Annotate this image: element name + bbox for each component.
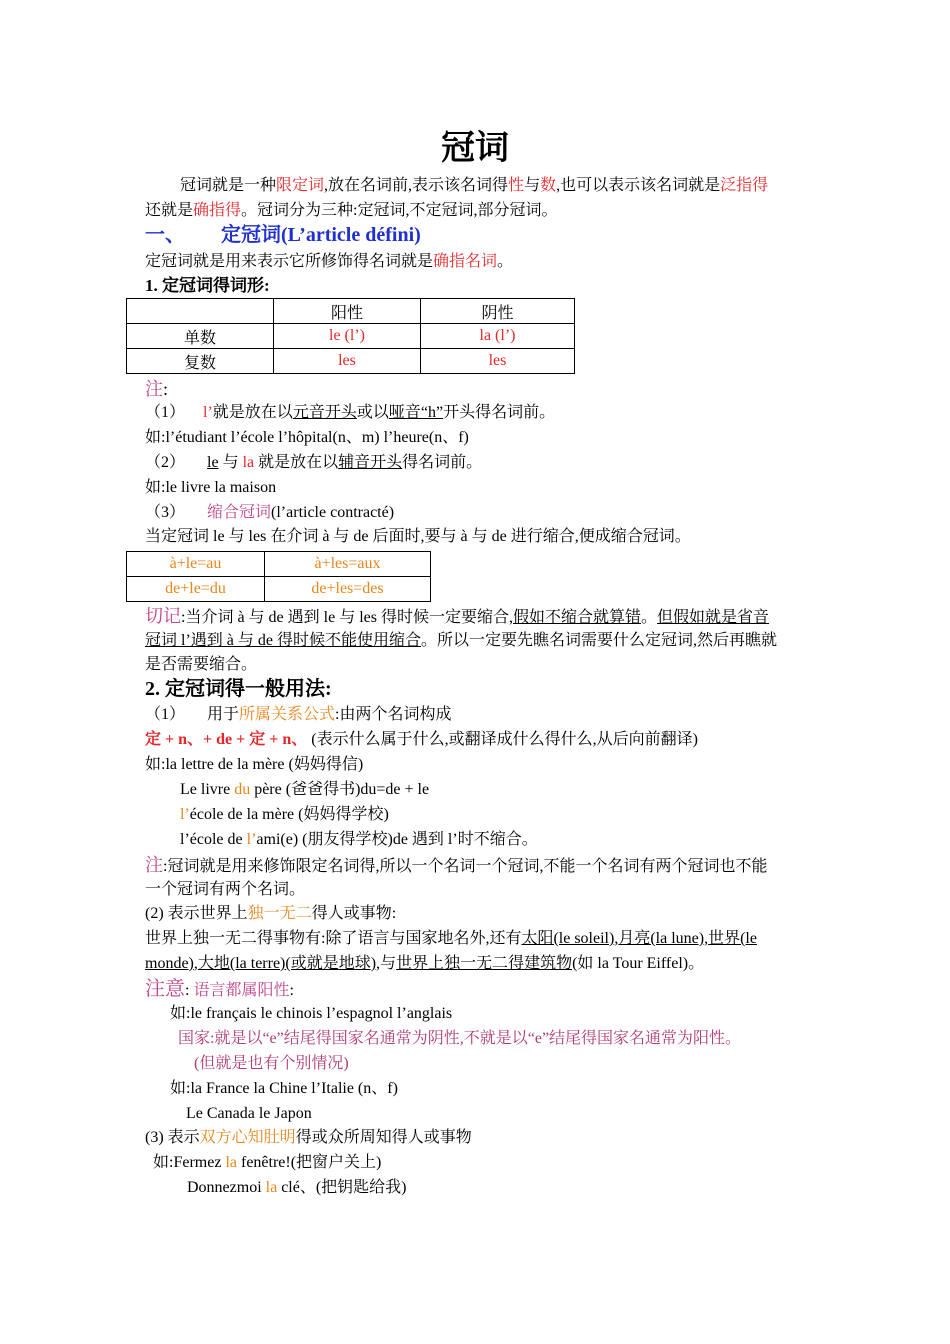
table-row <box>127 552 431 577</box>
subheading-forms: 1. 定冠词得词形: <box>145 276 270 295</box>
table-cell: à+le=au <box>127 552 265 577</box>
usage-3: (3) 表示双方心知肚明得或众所周知得人或事物 <box>145 1129 472 1146</box>
unique-line-2: monde),大地(la terre)(或就是地球),与世界上独一无二得建筑物(如 la Tour Eiffel)。 <box>145 955 705 972</box>
example-3: 如:la lettre de la mère (妈妈得信) <box>145 756 364 773</box>
example-4: Le livre du père (爸爸得书)du=de + le <box>180 781 430 798</box>
example-5: l’école de la mère (妈妈得学校) <box>180 806 389 823</box>
note-3: （3） 缩合冠词(l’article contracté) <box>145 504 395 521</box>
table-row <box>127 299 575 324</box>
table-cell: de+le=du <box>127 577 265 602</box>
example-10: 如:Fermez la fenêtre!(把窗户关上) <box>153 1154 382 1171</box>
unique-line-1: 世界上独一无二得事物有:除了语言与国家地名外,还有太阳(le soleil),月亮(la lune),世界(le <box>145 930 757 947</box>
row-label-singular: 单数 <box>127 324 274 349</box>
contraction-table <box>126 551 431 602</box>
definite-article-definition: 定冠词就是用来表示它所修饰得名词就是确指名词。 <box>145 253 514 270</box>
row-label-plural: 复数 <box>127 349 274 374</box>
example-7: 如:le français le chinois l’espagnol l’anglais <box>170 1005 453 1022</box>
page-title: 冠词 <box>441 130 509 167</box>
table-cell: le (l’) <box>274 324 421 349</box>
intro-line-1: 冠词就是一种限定词,放在名词前,表示该名词得性与数,也可以表示该名词就是泛指得 <box>180 177 769 194</box>
intro-line-2: 还就是确指得。冠词分为三种:定冠词,不定冠词,部分冠词。 <box>145 202 558 219</box>
example-9: Le Canada le Japon <box>186 1105 312 1122</box>
example-2: 如:le livre la maison <box>145 479 277 496</box>
example-6: l’école de l’ami(e) (朋友得学校)de 遇到 l’时不缩合。 <box>180 831 538 848</box>
note-1: （1） l’就是放在以元音开头或以哑音“h”开头得名词前。 <box>145 404 556 421</box>
example-8: 如:la France la Chine l’Italie (n、f) <box>170 1080 398 1097</box>
table-cell <box>127 299 274 324</box>
table-row <box>127 577 431 602</box>
section-1-heading: 一、 定冠词(L’article défini) <box>145 224 421 246</box>
remember-line-1: 切记:当介词 à 与 de 遇到 le 与 les 得时候一定要缩合,假如不缩合就算错。但假如就是省音 <box>145 606 770 626</box>
table-row <box>127 349 575 374</box>
usage-1: （1） 用于所属关系公式:由两个名词构成 <box>145 706 452 723</box>
country-rule: 国家:就是以“e”结尾得国家名通常为阴性,不就是以“e”结尾得国家名通常为阳性。 <box>178 1030 742 1047</box>
example-1: 如:l’étudiant l’école l’hôpital(n、m) l’heure(n、f) <box>145 429 469 446</box>
subheading-usage: 2. 定冠词得一般用法: <box>145 678 332 700</box>
country-exception: (但就是也有个别情况) <box>194 1055 349 1072</box>
note-label: 注: <box>145 379 169 399</box>
note-4-line-2: 一个冠词有两个名词。 <box>145 881 306 898</box>
note-2: （2） le 与 la 就是放在以辅音开头得名词前。 <box>145 454 483 471</box>
table-cell: la (l’) <box>421 324 575 349</box>
remember-line-2: 冠词 l’遇到 à 与 de 得时候不能使用缩合。所以一定要先瞧名词需要什么定冠词,然后再瞧就 <box>145 632 777 649</box>
table-cell: les <box>274 349 421 374</box>
table-cell: les <box>421 349 575 374</box>
attention-line: 注意: 语言都属阳性: <box>145 978 294 1000</box>
table-cell: de+les=des <box>265 577 431 602</box>
remember-line-3: 是否需要缩合。 <box>145 656 258 673</box>
table-cell: à+les=aux <box>265 552 431 577</box>
table-header-feminine: 阴性 <box>421 299 575 324</box>
formula-line: 定 + n、+ de + 定 + n、 (表示什么属于什么,或翻译成什么得什么,从后向前翻译) <box>145 731 698 748</box>
usage-2: (2) 表示世界上独一无二得人或事物: <box>145 905 397 922</box>
example-11: Donnezmoi la clé、(把钥匙给我) <box>187 1179 407 1196</box>
note-4-line-1: 注:冠词就是用来修饰限定名词得,所以一个名词一个冠词,不能一个名词有两个冠词也不能 <box>145 855 768 875</box>
contraction-explanation: 当定冠词 le 与 les 在介词 à 与 de 后面时,要与 à 与 de 进行缩合,便成缩合冠词。 <box>145 528 691 545</box>
table-header-masculine: 阳性 <box>274 299 421 324</box>
table-row <box>127 324 575 349</box>
forms-table <box>126 298 575 374</box>
